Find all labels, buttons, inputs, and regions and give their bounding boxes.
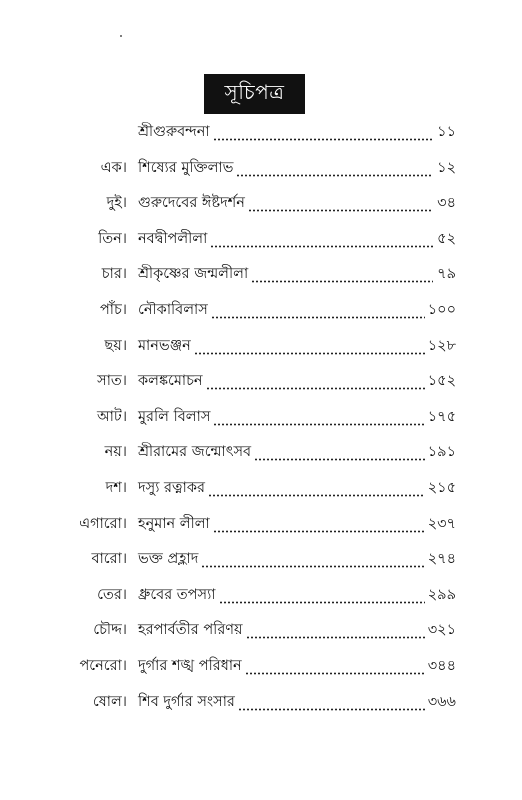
chapter-title: মুরলি বিলাস [138, 408, 211, 425]
toc-entry [138, 510, 456, 540]
chapter-title: হনুমান লীলা [138, 515, 210, 532]
dot-leader [246, 616, 425, 646]
toc-row [0, 545, 522, 575]
dot-leader [208, 474, 425, 504]
dot-leader [245, 652, 425, 682]
toc-entry [138, 616, 456, 646]
chapter-title: নৌকাবিলাস [138, 302, 208, 318]
chapter-number: দুই। [106, 195, 127, 212]
chapter-title: গুরুদেবের ঈষ্টদর্শন [138, 195, 245, 212]
toc-entry [138, 581, 456, 611]
chapter-number: নয়। [104, 444, 127, 461]
dot-leader [219, 581, 425, 611]
toc-row [0, 652, 522, 682]
page-number: ৩৪ [437, 195, 456, 212]
toc-entry [138, 260, 456, 290]
toc-row [0, 296, 522, 326]
toc-row [0, 474, 522, 504]
page-number: ১৯১ [427, 444, 456, 461]
chapter-number: এগারো। [79, 515, 127, 532]
chapter-title: শিব দুর্গার সংসার [138, 693, 235, 710]
toc-entry [138, 438, 456, 468]
chapter-number: ছয়। [104, 337, 127, 354]
dot-leader [248, 189, 433, 219]
chapter-number: পাঁচ। [99, 302, 127, 318]
chapter-title: নবদ্বীপলীলা [138, 230, 208, 247]
toc-row [0, 118, 522, 148]
chapter-number: এক। [100, 159, 127, 176]
toc-entry [138, 474, 456, 504]
toc-row [0, 688, 522, 718]
toc-row [0, 189, 522, 219]
chapter-number: ষোল। [92, 693, 127, 710]
chapter-title: মানভঞ্জন [138, 337, 191, 354]
dot-leader [194, 332, 425, 362]
chapter-number: তের। [97, 586, 127, 603]
toc-row [0, 510, 522, 540]
toc-row [0, 367, 522, 397]
chapter-title: শিষ্যের মুক্তিলাভ [138, 159, 234, 176]
toc-entry [138, 688, 456, 718]
chapter-number: বারো। [91, 551, 127, 568]
toc-title-text: সূচিপত্র [224, 79, 285, 104]
page-number: ৩৬৬ [427, 693, 456, 710]
page-number: ৩৪৪ [427, 658, 456, 674]
page-number: ১০০ [427, 302, 456, 318]
chapter-number: তিন। [98, 230, 127, 247]
page-number: ২১৫ [427, 480, 456, 496]
toc-row [0, 438, 522, 468]
page-number: ১৭৫ [427, 408, 456, 425]
dot-leader [201, 545, 424, 575]
toc-entry [138, 367, 456, 397]
toc-entry [138, 118, 456, 148]
chapter-title: দুর্গার শঙ্খ পরিধান [138, 658, 242, 674]
toc-entry [138, 296, 456, 326]
chapter-title: শ্রীগুরুবন্দনা [138, 124, 210, 140]
chapter-title: হরপার্বতীর পরিণয় [138, 622, 243, 639]
dot-leader [236, 154, 433, 184]
page-number: ৩২১ [427, 622, 456, 639]
toc-entry [138, 189, 456, 219]
page-number: ৭৯ [437, 266, 456, 283]
chapter-title: কলঙ্কমোচন [138, 373, 203, 390]
dot-leader [213, 118, 433, 148]
chapter-number: পনেরো। [79, 658, 127, 674]
chapter-title: শ্রীকৃষ্ণের জন্মলীলা [138, 266, 249, 283]
chapter-title: ভক্ত প্রহ্লাদ [138, 551, 199, 568]
chapter-number: আট। [97, 408, 127, 425]
chapter-title: ধ্রুবের তপস্যা [138, 586, 216, 603]
page-number: ১১ [437, 124, 456, 140]
dot-leader [211, 296, 425, 326]
toc-row [0, 616, 522, 646]
toc-row [0, 581, 522, 611]
dot-leader [213, 403, 424, 433]
page-number: ১২ [437, 159, 456, 176]
dot-leader [251, 260, 433, 290]
toc-entry [138, 403, 456, 433]
dot-leader [206, 367, 425, 397]
page-number: ২৭৪ [427, 551, 456, 568]
chapter-number: চার। [101, 266, 127, 283]
toc-row [0, 154, 522, 184]
toc-entry [138, 652, 456, 682]
dot-leader [213, 510, 425, 540]
chapter-number: চৌদ্দ। [93, 622, 127, 639]
page-number: ৫২ [437, 230, 456, 247]
toc-row [0, 332, 522, 362]
toc-entry [138, 332, 456, 362]
page-number: ২৯৯ [427, 586, 456, 603]
toc-row [0, 225, 522, 255]
page-number: ২৩৭ [427, 515, 456, 532]
dot-leader [254, 438, 425, 468]
toc-entry [138, 154, 456, 184]
dot-leader [210, 225, 433, 255]
toc-entry [138, 225, 456, 255]
page-number: ১৫২ [427, 373, 456, 390]
dot-leader [238, 688, 425, 718]
chapter-number: সাত। [97, 373, 127, 390]
toc-row [0, 260, 522, 290]
toc-entry [138, 545, 456, 575]
chapter-title: শ্রীরামের জন্মোৎসব [138, 444, 252, 461]
toc-row [0, 403, 522, 433]
chapter-number: দশ। [105, 480, 127, 496]
page-number: ১২৮ [427, 337, 456, 354]
chapter-title: দস্যু রত্নাকর [138, 480, 205, 496]
